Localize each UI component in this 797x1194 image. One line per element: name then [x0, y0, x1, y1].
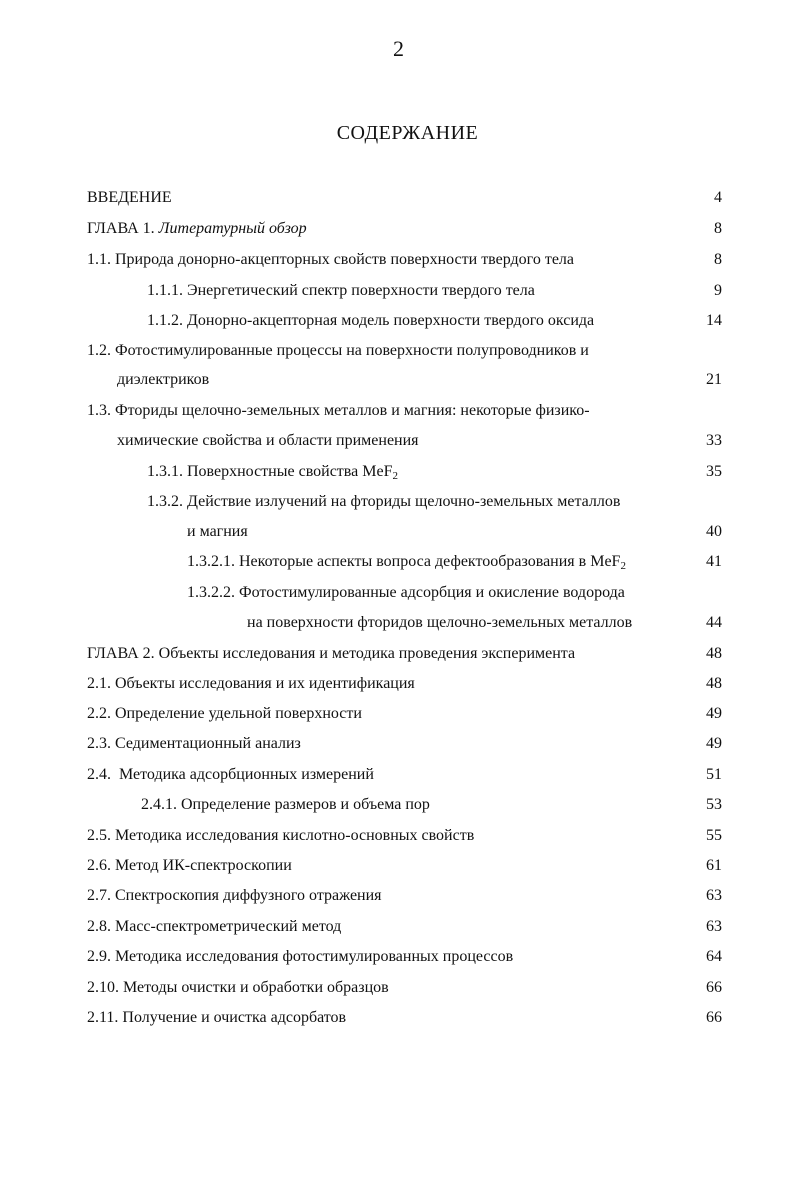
toc-entry: [87, 401, 590, 421]
toc-entry-page: 41: [706, 553, 722, 570]
page-number: 2: [393, 36, 404, 61]
toc-entry-page: 9: [714, 282, 722, 299]
toc-entry-continuation: [117, 431, 419, 451]
toc-entry: [87, 250, 574, 270]
toc-entry-title: 2.6. Метод ИК-спектроскопии: [87, 857, 292, 874]
toc-entry-title-italic: Литературный обзор: [158, 220, 307, 237]
toc-entry: [87, 341, 589, 361]
toc-entry-title: 2.4.1. Определение размеров и объема пор: [141, 796, 430, 813]
toc-entry-page: 8: [714, 251, 722, 268]
toc-entry-page: 48: [706, 645, 722, 662]
toc-entry-page: 49: [706, 735, 722, 752]
toc-entry-page: 55: [706, 827, 722, 844]
toc-entry-title: на поверхности фторидов щелочно-земельных металлов: [247, 614, 633, 631]
toc-entry: [87, 674, 415, 694]
toc-entry: [87, 826, 474, 846]
toc-entry: [141, 795, 430, 815]
toc-entry: [187, 583, 625, 603]
toc-entry: [147, 311, 594, 331]
toc-entry-title: 2.4. Методика адсорбционных измерений: [87, 766, 374, 783]
toc-entry-title: 2.8. Масс-спектрометрический метод: [87, 918, 342, 935]
toc-entry-title: химические свойства и области применения: [117, 432, 419, 449]
toc-entry: [87, 1008, 346, 1028]
toc-entry-continuation: [117, 370, 209, 390]
toc-entry-title: и магния: [187, 523, 248, 540]
toc-entry-title: 1.3.2.1. Некоторые аспекты вопроса дефектообразования в MeF: [187, 553, 621, 570]
toc-entry: [87, 856, 292, 876]
toc-entry-page: 64: [706, 948, 722, 965]
toc-entry-title: 2.11. Получение и очистка адсорбатов: [87, 1009, 347, 1026]
toc-entry-title: 2.10. Методы очистки и обработки образцов: [87, 979, 389, 996]
toc-entry-page: 63: [706, 918, 722, 935]
toc-entry: [147, 492, 620, 512]
toc-entry-page: 35: [706, 463, 722, 480]
toc-entry-continuation: [187, 522, 248, 542]
toc-entry-subscript: 2: [620, 560, 626, 572]
toc-entry-page: 63: [706, 887, 722, 904]
toc-entry-title: 1.3. Фториды щелочно-земельных металлов и магния: некоторые физико-: [87, 402, 590, 419]
toc-entry-continuation: [247, 613, 632, 633]
toc-entry-title: ГЛАВА 1.: [87, 220, 159, 237]
toc-entry-title: 1.3.1. Поверхностные свойства MeF: [147, 463, 393, 480]
toc-entry-page: 61: [706, 857, 722, 874]
page-title: СОДЕРЖАНИЕ: [336, 122, 479, 144]
toc-entry-page: 48: [706, 675, 722, 692]
toc-entry-page: 14: [706, 312, 722, 329]
toc-entry: [187, 552, 626, 572]
toc-entry-page: 8: [714, 220, 722, 237]
toc-entry-title: 2.9. Методика исследования фотостимулированных процессов: [87, 948, 514, 965]
toc-entry-page: 4: [714, 189, 722, 206]
toc-entry-page: 33: [706, 432, 722, 449]
toc-entry-title: 1.1.1. Энергетический спектр поверхности твердого тела: [147, 282, 535, 299]
toc-entry: [87, 765, 374, 785]
toc-entry: [87, 886, 382, 906]
toc-entry-title: 2.2. Определение удельной поверхности: [87, 705, 362, 722]
toc-entry-title: ГЛАВА 2. Объекты исследования и методика проведения эксперимента: [87, 645, 576, 662]
toc-entry-title: 2.3. Седиментационный анализ: [87, 735, 301, 752]
toc-entry-page: 51: [706, 766, 722, 783]
toc-entry-title: ВВЕДЕНИЕ: [87, 189, 172, 206]
toc-entry-chapter-1: [87, 219, 307, 239]
toc-entry: [87, 734, 301, 754]
toc-entry-title: 1.1.2. Донорно-акцепторная модель поверхности твердого оксида: [147, 312, 595, 329]
toc-entry-title: 1.2. Фотостимулированные процессы на поверхности полупроводников и: [87, 342, 589, 359]
toc-entry: [87, 978, 389, 998]
toc-entry-introduction: [87, 188, 172, 208]
toc-entry-title: 2.7. Спектроскопия диффузного отражения: [87, 887, 382, 904]
toc-entry-title: 2.1. Объекты исследования и их идентификация: [87, 675, 415, 692]
toc-entry-page: 66: [706, 979, 722, 996]
toc-entry-subscript: 2: [392, 470, 398, 482]
toc-entry-title: 2.5. Методика исследования кислотно-основных свойств: [87, 827, 475, 844]
toc-entry-chapter-2: [87, 644, 575, 664]
toc-entry-page: 40: [706, 523, 722, 540]
toc-entry-title: диэлектриков: [117, 371, 210, 388]
toc-entry-page: 53: [706, 796, 722, 813]
toc-entry: [147, 462, 398, 482]
toc-entry-page: 21: [706, 371, 722, 388]
toc-entry-title: 1.1. Природа донорно-акцепторных свойств поверхности твердого тела: [87, 251, 575, 268]
toc-entry: [87, 947, 513, 967]
toc-entry: [87, 917, 341, 937]
toc-entry: [87, 704, 362, 724]
toc-entry-page: 66: [706, 1009, 722, 1026]
toc-entry: [147, 281, 535, 301]
toc-entry-page: 49: [706, 705, 722, 722]
toc-entry-title: 1.3.2.2. Фотостимулированные адсорбция и окисление водорода: [187, 584, 625, 601]
toc-entry-title: 1.3.2. Действие излучений на фториды щелочно-земельных металлов: [147, 493, 621, 510]
toc-entry-page: 44: [706, 614, 722, 631]
